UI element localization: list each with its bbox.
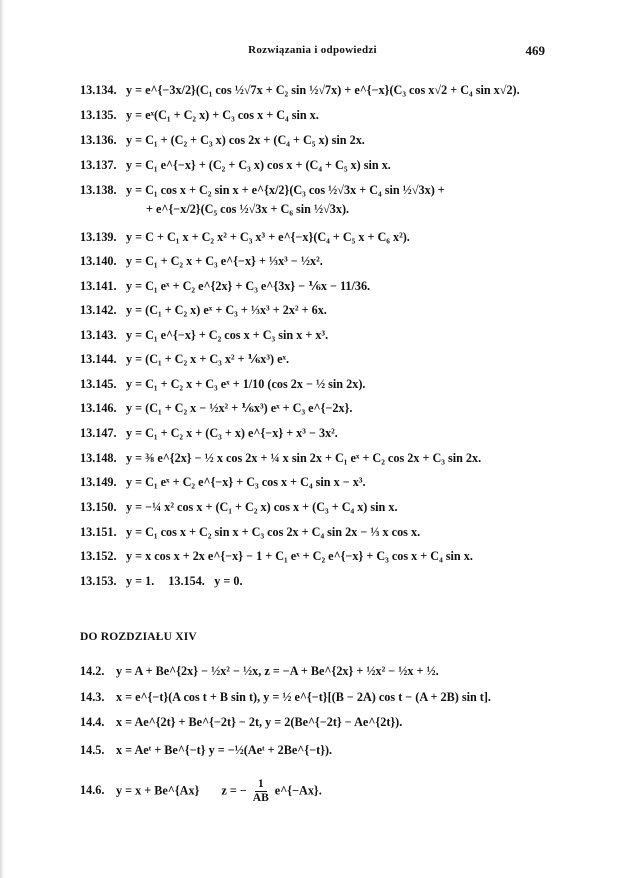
- section-heading: DO ROZDZIAŁU XIV: [80, 631, 197, 643]
- answer-number: 13.135.: [80, 108, 117, 122]
- answer-number: 13.138.: [80, 183, 117, 197]
- answer-number: 13.153.: [80, 574, 117, 588]
- answer-formula: y = −¼ x² cos x + (C₁ + C₂ x) cos x + (C₃ + C₄ x) sin x.: [126, 500, 398, 514]
- answer-formula: y = C₁ + C₂ x + C₃ e^{−x} + ⅓x³ − ½x².: [126, 254, 323, 268]
- running-header: [80, 44, 545, 62]
- answer-line: [80, 742, 549, 758]
- answer-formula: y = (C₁ + C₂ x − ½x² + ⅙x³) eˣ + C₃ e^{−2x}.: [126, 401, 353, 415]
- fraction: [250, 778, 272, 805]
- answer-number: 13.139.: [80, 230, 117, 244]
- answer-number: 13.146.: [80, 401, 117, 415]
- answer-formula: y = (C₁ + C₂ x + C₃ x² + ⅙x³) eˣ.: [126, 352, 290, 366]
- answer-formula: y = C₁ eˣ + C₂ e^{2x} + C₃ e^{3x} − ⅙x − 11/36.: [126, 279, 371, 293]
- answer-formula: y = eˣ(C₁ + C₂ x) + C₃ cos x + C₄ sin x.: [126, 108, 319, 122]
- answer-number: 14.3.: [80, 690, 105, 704]
- answer-number: 13.141.: [80, 279, 117, 293]
- answer-number: 13.143.: [80, 328, 117, 342]
- answer-number: 13.148.: [80, 451, 117, 465]
- answer-number: 13.134.: [80, 83, 117, 97]
- answer-number: 13.152.: [80, 549, 117, 563]
- answer-line: [80, 157, 549, 173]
- answer-number: 14.2.: [80, 664, 105, 678]
- answer-number: 13.149.: [80, 475, 117, 489]
- page-number: 469: [525, 43, 545, 58]
- header-title: Rozwiązania i odpowiedzi: [248, 44, 377, 56]
- answer-number: 13.142.: [80, 303, 117, 317]
- answer-line: [80, 548, 549, 564]
- fraction-denominator: AB: [252, 792, 269, 804]
- answer-formula: x = e^{−t}(A cos t + B sin t), y = ½ e^{−t}[(B − 2A) cos t − (A + 2B) sin t].: [116, 690, 491, 704]
- answer-formula: y = C₁ e^{−x} + (C₂ + C₃ x) cos x + (C₄ + C₅ x) sin x.: [126, 158, 391, 172]
- answer-number: 13.144.: [80, 352, 117, 366]
- answer-number: 13.151.: [80, 525, 117, 539]
- answer-formula: y = 1.: [126, 574, 155, 588]
- answer-line: [80, 327, 549, 343]
- fraction-numerator: 1: [255, 778, 267, 792]
- answer-number: 13.137.: [80, 158, 117, 172]
- answer-line: [80, 302, 549, 318]
- answer-number: 13.150.: [80, 500, 117, 514]
- answer-line: [80, 107, 549, 123]
- answer-line: [80, 663, 549, 679]
- answer-number: 13.154.: [168, 574, 205, 588]
- answer-formula: y = C₁ e^{−x} + C₂ cos x + C₃ sin x + x³.: [126, 328, 329, 342]
- answer-line: [80, 689, 549, 705]
- answer-line: [80, 499, 549, 515]
- answer-formula: y = A + Be^{2x} − ½x² − ½x, z = −A + Be^{2x} + ½x² − ½x + ½.: [116, 664, 439, 678]
- answer-formula: y = C₁ cos x + C₂ sin x + e^{x/2}(C₃ cos ½√3x + C₄ sin ½√3x) +: [126, 183, 445, 197]
- answer-line: [80, 253, 549, 269]
- answer-line: [80, 573, 549, 589]
- answer-line: [80, 524, 549, 540]
- answer-formula: y = C + C₁ x + C₂ x² + C₃ x³ + e^{−x}(C₄ + C₅ x + C₆ x²).: [126, 230, 410, 244]
- answer-line: [80, 132, 549, 148]
- answer-formula: y = C₁ cos x + C₂ sin x + C₃ cos 2x + C₄ sin 2x − ⅓ x cos x.: [126, 525, 421, 539]
- answer-formula: x = Ae^{2t} + Be^{−2t} − 2t, y = 2(Be^{−2t} − Ae^{2t}).: [116, 715, 403, 729]
- answer-formula: x = Aeᵗ + Be^{−t} y = −½(Aeᵗ + 2Be^{−t}).: [116, 743, 333, 757]
- answer-formula: y = (C₁ + C₂ x) eˣ + C₃ + ⅓x³ + 2x² + 6x.: [126, 303, 327, 317]
- answer-formula: y = C₁ eˣ + C₂ e^{−x} + C₃ cos x + C₄ sin x − x³.: [126, 475, 366, 489]
- answer-number: 13.136.: [80, 133, 117, 147]
- answer-number: 13.140.: [80, 254, 117, 268]
- answer-line: [80, 229, 549, 245]
- answer-formula: z = −: [221, 783, 247, 798]
- answer-line: [80, 82, 549, 98]
- answer-formula-continued: + e^{−x/2}(C₅ cos ½√3x + C₆ sin ½√3x).: [146, 202, 350, 216]
- answer-number: 14.5.: [80, 743, 105, 757]
- answer-formula: y = 0.: [214, 574, 243, 588]
- answer-formula: y = C₁ + C₂ x + (C₃ + x) e^{−x} + x³ − 3x².: [126, 426, 338, 440]
- answer-line: [80, 474, 549, 490]
- answer-number: 14.4.: [80, 715, 105, 729]
- answer-formula: y = x cos x + 2x e^{−x} − 1 + C₁ eˣ + C₂ e^{−x} + C₃ cos x + C₄ sin x.: [126, 549, 473, 563]
- answer-line: [80, 182, 549, 198]
- answer-formula: e^{−Ax}.: [274, 783, 322, 798]
- answer-number: 13.145.: [80, 377, 117, 391]
- answer-number: 14.6.: [80, 783, 105, 798]
- answer-formula: y = C₁ + (C₂ + C₃ x) cos 2x + (C₄ + C₅ x) sin 2x.: [126, 133, 365, 147]
- answer-formula: y = e^{−3x/2}(C₁ cos ½√7x + C₂ sin ½√7x) + e^{−x}(C₃ cos x√2 + C₄ sin x√2).: [126, 83, 520, 97]
- answer-line: [80, 450, 549, 466]
- answer-line: [80, 400, 549, 416]
- answer-line: [80, 425, 549, 441]
- answer-continuation: [80, 201, 549, 217]
- answer-formula: y = C₁ + C₂ x + C₃ eˣ + 1/10 (cos 2x − ½ sin 2x).: [126, 377, 366, 391]
- answer-line: [80, 376, 549, 392]
- answer-line: [80, 714, 549, 730]
- answer-number: 13.147.: [80, 426, 117, 440]
- answer-line: [80, 278, 549, 294]
- answer-line: [80, 778, 549, 805]
- answer-formula: y = ⅜ e^{2x} − ½ x cos 2x + ¼ x sin 2x + C₁ eˣ + C₂ cos 2x + C₃ sin 2x.: [126, 451, 482, 465]
- answer-formula: y = x + Be^{Ax}: [116, 783, 200, 798]
- answer-line: [80, 351, 549, 367]
